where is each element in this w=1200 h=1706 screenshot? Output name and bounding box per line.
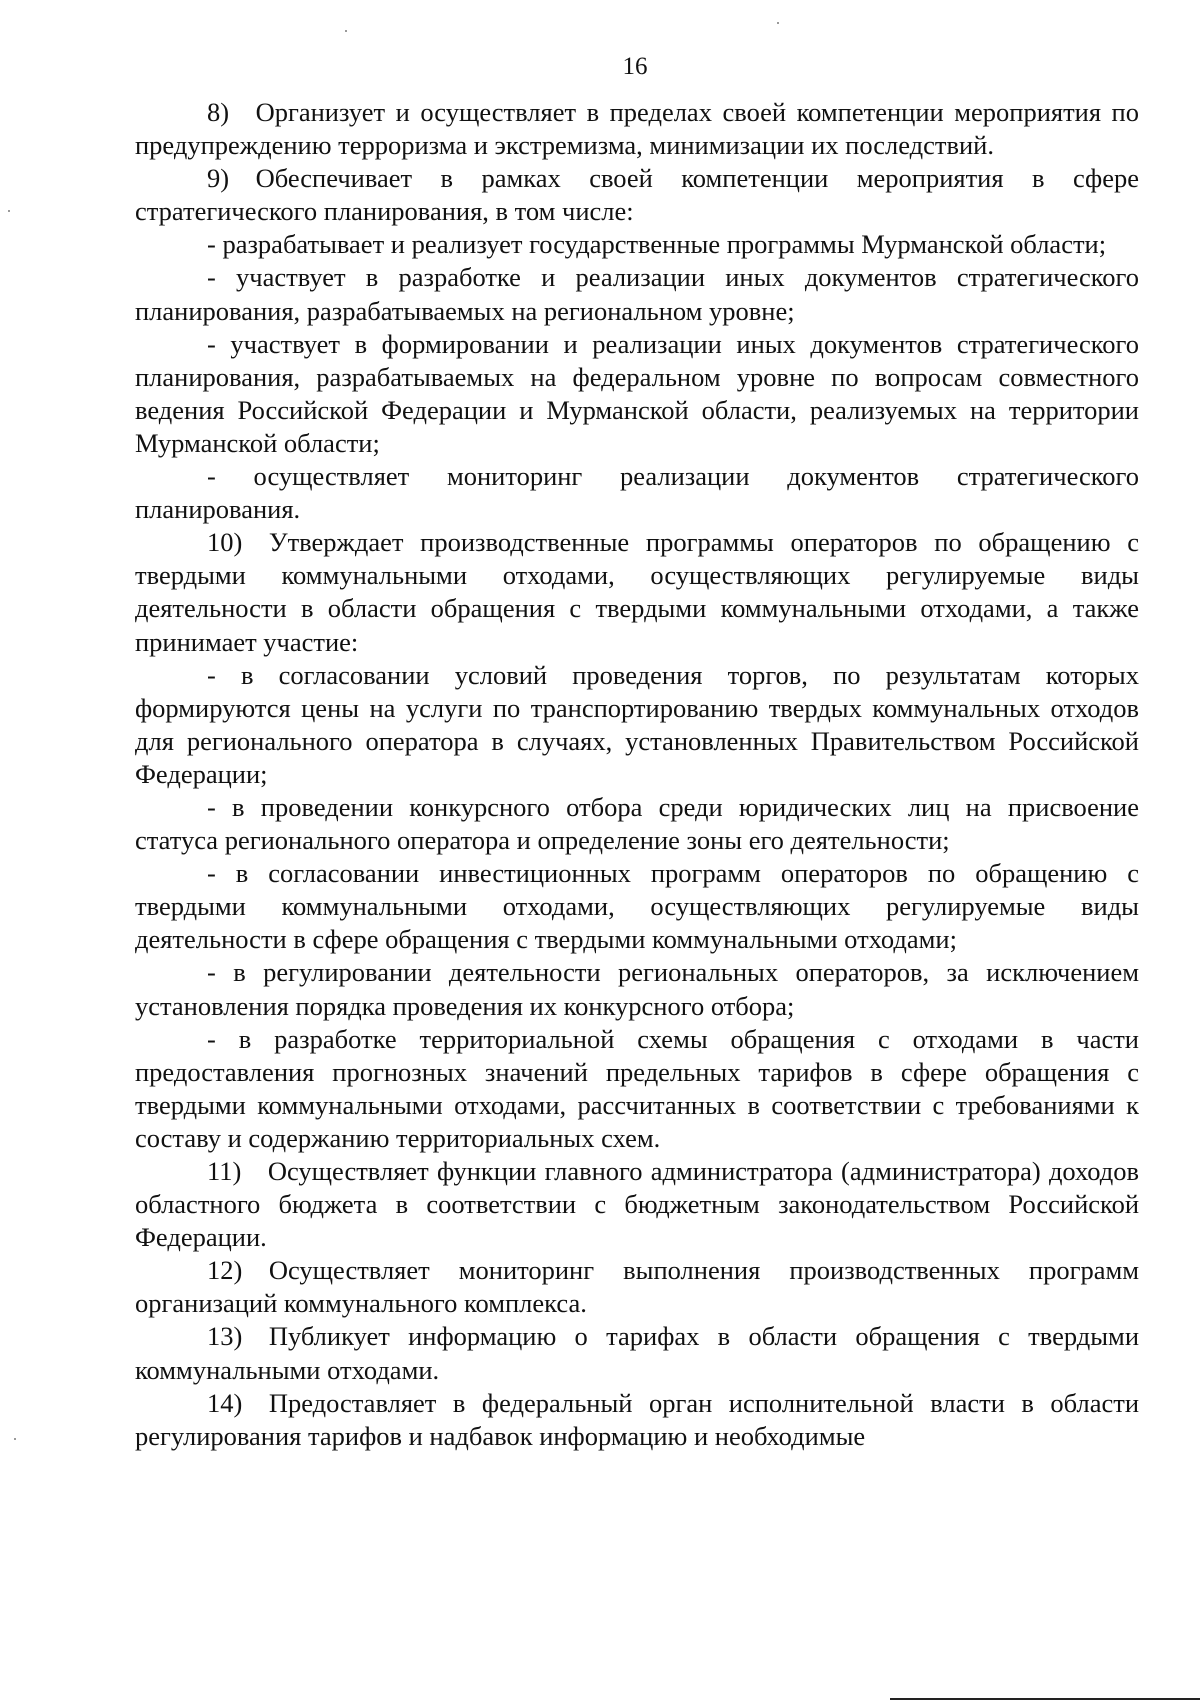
- scan-speck: [14, 1438, 16, 1440]
- scan-speck: [777, 22, 779, 24]
- scan-speck: [345, 30, 347, 32]
- paragraph-item-14: 14) Предоставляет в федеральный орган исполнительной власти в области регулирования тарифов и надбавок информацию и необходимые: [135, 1387, 1139, 1451]
- paragraph-item-9-subitem: - осуществляет мониторинг реализации документов стратегического планирования.: [135, 461, 1139, 525]
- paragraph-item-9-subitem: - участвует в формировании и реализации иных документов стратегического планирования, разрабатываемых на федеральном уровне по вопросам совместного ведения Российской Федерации и Мурманской области, реализуемых на территории Мурманской области;: [135, 328, 1139, 458]
- paragraph-item-10-subitem: - в разработке территориальной схемы обращения с отходами в части предоставления прогнозных значений предельных тарифов в сфере обращения с твердыми коммунальными отходами, рассчитанных в соответствии с требованиями к составу и содержанию территориальных схем.: [135, 1023, 1139, 1153]
- document-body: [135, 96, 1139, 1453]
- scan-speck: [8, 210, 10, 212]
- paragraph-item-8: 8) Организует и осуществляет в пределах своей компетенции мероприятия по предупреждению терроризма и экстремизма, минимизации их последствий.: [135, 97, 1139, 161]
- page-number: 16: [622, 53, 648, 80]
- paragraph-item-11: 11) Осуществляет функции главного администратора (администратора) доходов областного бюджета в соответствии с бюджетным законодательством Российской Федерации.: [135, 1156, 1139, 1253]
- paragraph-item-10-subitem: - в проведении конкурсного отбора среди юридических лиц на присвоение статуса регионального оператора и определение зоны его деятельности;: [135, 791, 1139, 856]
- paragraph-item-12: 12) Осуществляет мониторинг выполнения производственных программ организаций коммунального комплекса.: [135, 1255, 1139, 1319]
- paragraph-item-9-subitem: - участвует в разработке и реализации иных документов стратегического планирования, разрабатываемых на региональном уровне;: [135, 262, 1139, 326]
- paragraph-item-9: 9) Обеспечивает в рамках своей компетенции мероприятия в сфере стратегического планирования, в том числе:: [135, 163, 1139, 227]
- paragraph-item-10: 10) Утверждает производственные программы операторов по обращению с твердыми коммунальными отходами, осуществляющих регулируемые виды деятельности в области обращения с твердыми коммунальными отходами, а также принимает участие:: [135, 527, 1139, 657]
- page-edge-line: [890, 1698, 1200, 1700]
- paragraph-item-10-subitem: - в согласовании условий проведения торгов, по результатам которых формируются цены на услуги по транспортированию твердых коммунальных отходов для регионального оператора в случаях, установленных Правительством Российской Федерации;: [135, 659, 1139, 789]
- paragraph-item-13: 13) Публикует информацию о тарифах в области обращения с твердыми коммунальными отходами.: [135, 1321, 1139, 1385]
- paragraph-item-10-subitem: - в согласовании инвестиционных программ операторов по обращению с твердыми коммунальными отходами, осуществляющих регулируемые виды деятельности в сфере обращения с твердыми коммунальными отходами;: [135, 858, 1139, 955]
- paragraph-item-10-subitem: - в регулировании деятельности региональных операторов, за исключением установления порядка проведения их конкурсного отбора;: [135, 957, 1139, 1021]
- paragraph-item-9-subitem: - разрабатывает и реализует государственные программы Мурманской области;: [207, 229, 1107, 260]
